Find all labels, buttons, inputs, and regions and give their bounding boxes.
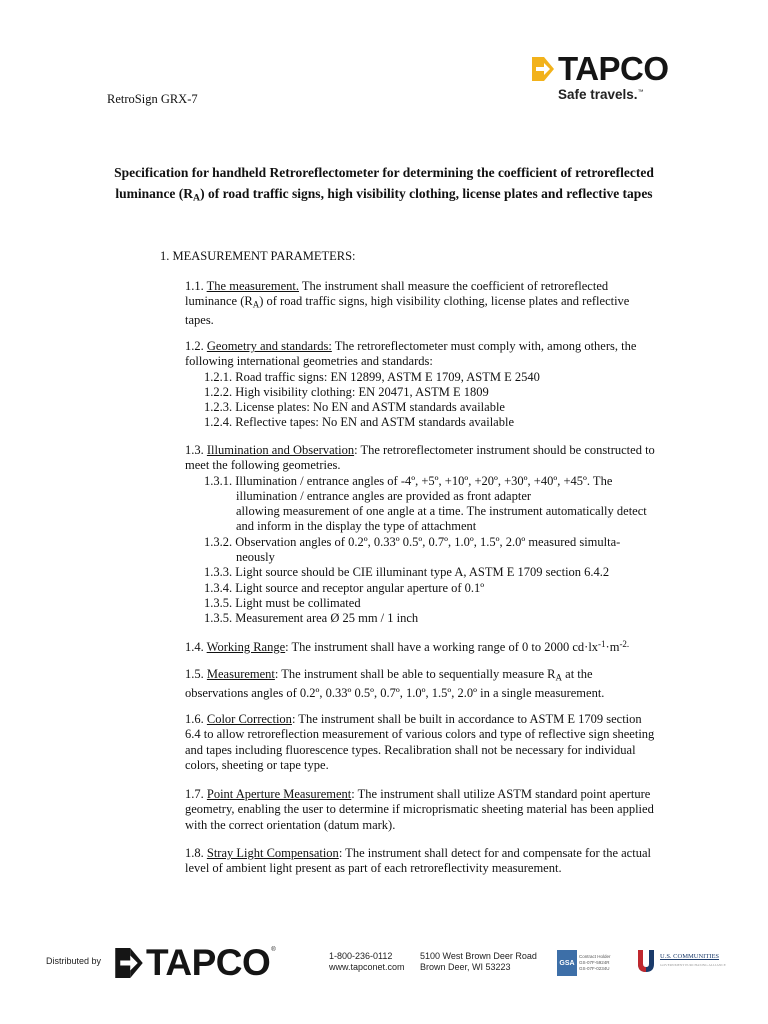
paragraph-1-4: 1.4. Working Range: The instrument shall have a working range of 0 to 2000 $cd\cdot lx^{-1}\cdot m^{-2.}$ — [185, 639, 630, 655]
list-item: 1.3.1. Illumination / entrance angles of -4º, +5º, +10º, +20º, +30º, +40º, +45º. The — [204, 473, 613, 488]
paragraph-1-2: 1.2. Geometry and standards: The retroreflectometer must comply with, among others, the following international geometries and standards: 1.2.1. Road traffic signs: EN 12899, ASTM E 1709, ASTM E 2540 1.2.2. High visibility clothing: EN 20471, ASTM E 1809 1.2.3. License plates: No EN and ASTM standards available 1.2.4. Reflective tapes: No EN and ASTM standards available — [185, 339, 655, 431]
logo-wordmark: TAPCO — [558, 50, 669, 87]
list-item: 1.3.3. Light source should be CIE illuminant type A, ASTM E 1709 section 6.4.2 — [204, 565, 610, 580]
list-item: 1.3.2. Observation angles of 0.2º, 0.33º 0.5º, 0.7º, 1.0º, 1.5º, 2.0º measured simulta- — [204, 534, 621, 549]
contact-info — [329, 951, 405, 973]
footer-tapco-logo — [115, 944, 276, 981]
list-item: 1.3.4. Light source and receptor angular aperture of 0.1º — [204, 580, 485, 595]
list-item: 1.3.5. Measurement area Ø 25 mm / 1 inch — [204, 611, 419, 626]
address: 5100 West Brown Deer Road Brown Deer, WI 53223 — [420, 951, 537, 972]
paragraph-1-5: 1.5. Measurement: The instrument shall be able to sequentially measure $R_A$ at the observations angles of 0.2º, 0.33º 0.5º, 0.7º, 1.0º, 1.5º, 2.0º in a single measurement. — [185, 667, 605, 700]
section-heading: 1. MEASUREMENT PARAMETERS: — [160, 249, 356, 263]
list-item: 1.2.2. High visibility clothing: EN 20471, ASTM E 1809 — [204, 384, 489, 399]
gsa-badge: GSA Contract Holder GS-07F-5924R GS-07F-0234U — [557, 950, 611, 976]
list-item-continuation: illumination / entrance angles are provided as front adapter — [236, 488, 532, 503]
registered-mark: ® — [271, 947, 276, 953]
website-link[interactable]: www.tapconet.com — [329, 962, 405, 972]
document-title: Specification for handheld Retroreflectometer for determining the coefficient of retroreflected luminance $(R_A)$ of road traffic signs, high visibility clothing, license plates and reflective tapes — [114, 165, 654, 204]
paragraph-1-6: 1.6. Color Correction: The instrument shall be built in accordance to ASTM E 1709 section 6.4 to allow retroreflection measurement of various colors and type of reflective sign sheeting and tapes including fluorescence types. Recalibration shall not be necessary for individual colors, sheeting or tape type. — [185, 712, 655, 772]
paragraph-1-3: 1.3. Illumination and Observation: The retroreflectometer instrument should be constructed to meet the following geometries. 1.3.1. Illumination / entrance angles of -4º, +5º, +10º, +20º, +30º, +40º, +45º. The illumination / entrance angles are provided as front adapter allowing measurement of one angle at a time. The instrument automatically detect and inform in the display the type of attachment 1.3.2. Observation angles of 0.2º, 0.33º 0.5º, 0.7º, 1.0º, 1.5º, 2.0º measured simulta- neously 1.3.3. Light source should be CIE illuminant type A, ASTM E 1709 section 6.4.2 1.3.4. Light source and receptor angular aperture of 0.1º 1.3.5. Light must be collimated 1.3.5. Measurement area Ø 25 mm / 1 inch — [185, 443, 655, 626]
list-item: 1.2.4. Reflective tapes: No EN and ASTM standards available — [204, 415, 514, 430]
list-item: 1.2.1. Road traffic signs: EN 12899, ASTM E 1709, ASTM E 2540 — [204, 369, 540, 384]
list-item: 1.3.5. Light must be collimated — [204, 595, 361, 610]
document-id: RetroSign GRX-7 — [107, 92, 198, 106]
footer — [0, 944, 768, 984]
list-item: 1.2.3. License plates: No EN and ASTM standards available — [204, 400, 505, 415]
logo-wordmark: TAPCO — [146, 942, 271, 983]
paragraph-1-1: 1.1. The measurement. The instrument shall measure the coefficient of retroreflected luminance $(R_A)$ of road traffic signs, high visibility clothing, license plates and reflective tapes. — [185, 279, 630, 327]
us-communities-u-icon — [636, 948, 656, 974]
tapco-logo — [532, 52, 714, 102]
phone-number: 1-800-236-0112 — [329, 951, 393, 961]
list-item-continuation: allowing measurement of one angle at a time. The instrument automatically detect — [236, 504, 647, 519]
us-communities-badge: U.S. COMMUNITIES GOVERNMENT PURCHASING ALLIANCE — [636, 948, 726, 974]
gsa-logo: GSA — [557, 950, 577, 976]
paragraph-1-8: 1.8. Stray Light Compensation: The instrument shall detect for and compensate for the actual level of ambient light present as part of each retroreflectivity measurement. — [185, 846, 651, 876]
tapco-arrow-icon — [115, 948, 143, 978]
distributed-by-label: Distributed by — [46, 956, 102, 966]
tagline: Safe travels.™ — [558, 87, 644, 102]
list-item-continuation: and inform in the display the type of attachment — [236, 519, 477, 534]
list-item-continuation: neously — [236, 550, 275, 565]
tapco-arrow-icon — [532, 57, 554, 81]
paragraph-1-7: 1.7. Point Aperture Measurement: The instrument shall utilize ASTM standard point aperture geometry, enabling the user to determine if microprismatic sheeting material has been applied with the correct orientation (datum mark). — [185, 787, 654, 832]
